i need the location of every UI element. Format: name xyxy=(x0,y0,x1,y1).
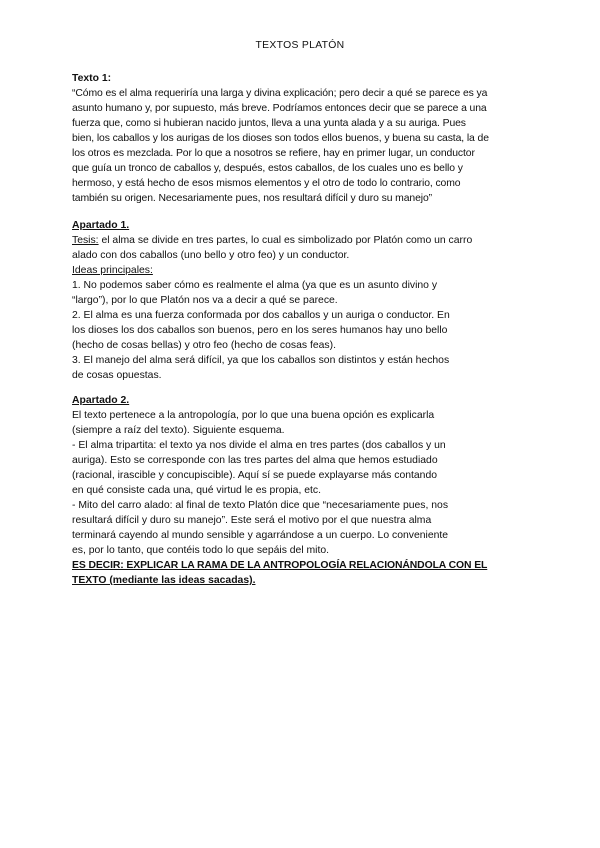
tesis-text: el alma se divide en tres partes, lo cual es simbolizado por Platón como un carro xyxy=(98,235,473,246)
texto1-line: los otros es mezclada. Por lo que a nosotros se refiere, hay en primer lugar, un conductor xyxy=(72,148,475,159)
apartado2-line: es, por lo tanto, que contéis todo lo que sepáis del mito. xyxy=(72,545,330,556)
idea-line: 1. No podemos saber cómo es realmente el alma (ya que es un asunto divino y xyxy=(72,280,438,291)
apartado2-line: - Mito del carro alado: al final de texto Platón dice que “necesariamente pues, nos xyxy=(72,500,449,511)
apartado1-section xyxy=(72,218,532,383)
apartado2-line: resultará difícil y duro su manejo”. Este será el motivo por el que nuestra alma xyxy=(72,515,432,526)
apartado2-heading: Apartado 2. xyxy=(72,395,130,406)
texto1-heading: Texto 1: xyxy=(72,73,112,84)
apartado2-line: El texto pertenece a la antropología, por lo que una buena opción es explicarla xyxy=(72,410,435,421)
idea-line: “largo”), por lo que Platón nos va a decir a qué se parece. xyxy=(72,295,338,306)
apartado2-line: (siempre a raíz del texto). Siguiente esquema. xyxy=(72,425,285,436)
apartado2-line: - El alma tripartita: el texto ya nos divide el alma en tres partes (dos caballos y un xyxy=(72,440,446,451)
apartado2-line: terminará cayendo al mundo sensible y agarrándose a un cuerpo. Lo conveniente xyxy=(72,530,449,541)
idea-line: (hecho de cosas bellas) y otro feo (hecho de cosas feas). xyxy=(72,340,336,351)
apartado2-line: en qué consiste cada una, qué virtud le es propia, etc. xyxy=(72,485,321,496)
ideas-label: Ideas principales: xyxy=(72,265,153,276)
apartado2-line: auriga). Esto se corresponde con las tres partes del alma que hemos estudiado xyxy=(72,455,438,466)
texto1-section xyxy=(72,71,532,206)
apartado1-heading: Apartado 1. xyxy=(72,220,130,231)
texto1-line: asunto humano y, por supuesto, más breve. Podríamos entonces decir que se parece a una xyxy=(72,103,487,114)
texto1-line: hermoso, y está hecho de esos mismos elementos y el otro de todo lo contrario, como xyxy=(72,178,461,189)
texto1-line: “Cómo es el alma requeriría una larga y divina explicación; pero decir a qué se parece es ya xyxy=(72,88,488,99)
tesis-label: Tesis: xyxy=(72,235,99,246)
document-title: TEXTOS PLATÓN xyxy=(255,40,345,51)
texto1-line: también su origen. Necesariamente pues, nos resultará difícil y duro su manejo” xyxy=(72,193,432,204)
emphasis-line: TEXTO (mediante las ideas sacadas). xyxy=(72,575,256,586)
texto1-line: bien, los caballos y los aurigas de los dioses son todos ellos buenos, y buena su casta, la de xyxy=(72,133,489,144)
texto1-line: fuerza que, como si hubieran nacido juntos, lleva a una yunta alada y a su auriga. Pues xyxy=(72,118,466,129)
texto1-line: que guía un tronco de caballos y, después, estos caballos, de los cuales uno es bello y xyxy=(72,163,463,174)
tesis-line xyxy=(72,233,532,248)
idea-line: 3. El manejo del alma será difícil, ya que los caballos son distintos y están hechos xyxy=(72,355,450,366)
idea-line: de cosas opuestas. xyxy=(72,370,162,381)
apartado2-line: (racional, irascible y concupiscible). Aquí sí se puede explayarse más contando xyxy=(72,470,438,481)
apartado2-section xyxy=(72,393,532,588)
tesis-text-cont: alado con dos caballos (uno bello y otro feo) y un conductor. xyxy=(72,250,350,261)
idea-line: los dioses los dos caballos son buenos, pero en los seres humanos hay uno bello xyxy=(72,325,448,336)
idea-line: 2. El alma es una fuerza conformada por dos caballos y un auriga o conductor. En xyxy=(72,310,450,321)
emphasis-line: ES DECIR: EXPLICAR LA RAMA DE LA ANTROPOLOGÍA RELACIONÁNDOLA CON EL xyxy=(72,560,488,571)
